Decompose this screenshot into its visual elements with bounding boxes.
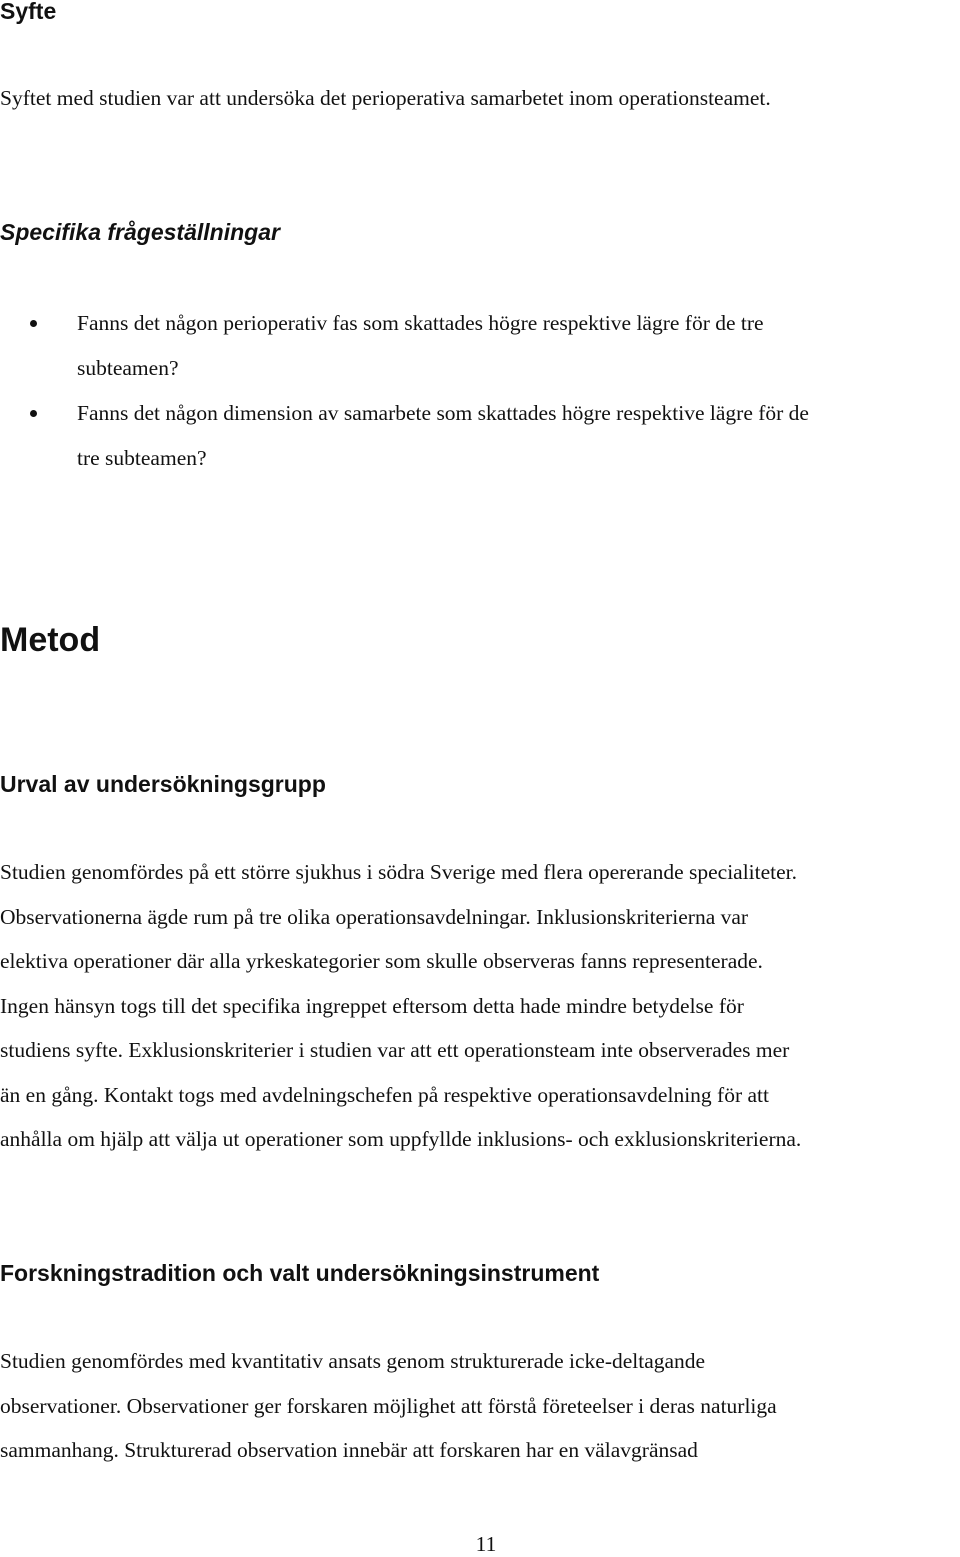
list-item [0,301,960,391]
paragraph-line: Studien genomfördes på ett större sjukhus i södra Sverige med flera opererande specialiteter. [0,860,798,884]
forskningstradition-paragraph [0,1339,960,1473]
paragraph-line: observationer. Observationer ger forskaren möjlighet att förstå företeelser i deras naturliga [0,1393,777,1418]
heading-syfte: Syfte [0,0,57,24]
paragraph-line: sammanhang. Strukturerad observation innebär att forskaren har en välavgränsad [0,1438,698,1462]
paragraph-line: anhålla om hjälp att välja ut operationer som uppfyllde inklusions- och exklusionskriterierna. [0,1127,802,1151]
list-item-line: Fanns det någon perioperativ fas som skattades högre respektive lägre för de tre [77,311,764,335]
paragraph-line: Ingen hänsyn togs till det specifika ingreppet eftersom detta hade mindre betydelse för [0,993,744,1018]
heading-forskningstradition: Forskningstradition och valt undersökningsinstrument [0,1260,600,1286]
list-item-line: tre subteamen? [77,446,207,470]
heading-urval: Urval av undersökningsgrupp [0,771,326,797]
paragraph-line: Studien genomfördes med kvantitativ ansats genom strukturerade icke-deltagande [0,1349,706,1373]
paragraph-line: studiens syfte. Exklusionskriterier i studien var att ett operationsteam inte observerades mer [0,1038,790,1062]
bullet-icon [30,320,37,327]
page-number: 11 [475,1532,497,1556]
paragraph-line: elektiva operationer där alla yrkeskategorier som skulle observeras fanns representerade. [0,949,763,973]
fragestallningar-list [0,301,960,481]
paragraph-line: Observationerna ägde rum på tre olika operationsavdelningar. Inklusionskriterierna var [0,904,749,929]
list-item-line: subteamen? [77,356,179,380]
heading-metod: Metod [0,621,101,659]
bullet-icon [30,410,37,417]
paragraph-line: än en gång. Kontakt togs med avdelningschefen på respektive operationsavdelning för att [0,1082,769,1107]
list-item-line: Fanns det någon dimension av samarbete som skattades högre respektive lägre för de [77,401,809,425]
urval-paragraph [0,850,960,1162]
heading-fragestallningar: Specifika frågeställningar [0,219,280,245]
syfte-paragraph: Syftet med studien var att undersöka det perioperativa samarbetet inom operationsteamet. [0,86,771,110]
list-item [0,391,960,481]
